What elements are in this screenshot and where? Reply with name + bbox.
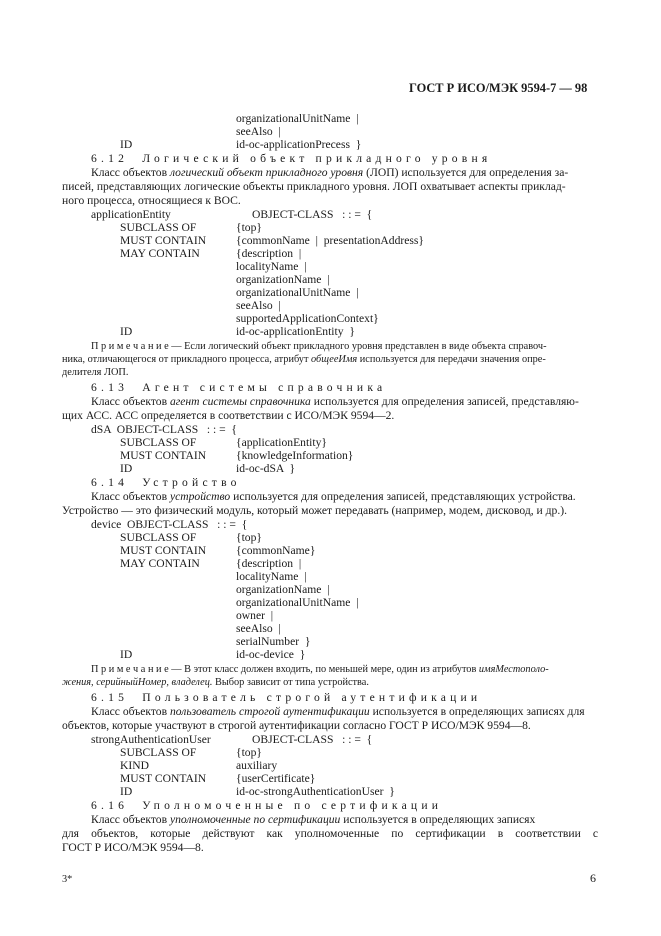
- code-def: device OBJECT-CLASS : : = {: [91, 518, 248, 531]
- code-line: serialNumber }: [236, 635, 311, 648]
- code-line: seeAlso |: [236, 299, 281, 312]
- note-line: жения, серийныйНомер, владелец. Выбор зависит от типа устройства.: [62, 677, 369, 688]
- code-line: {userCertificate}: [236, 772, 316, 785]
- code-line: {top}: [236, 221, 262, 234]
- footer-mark: 3*: [62, 874, 73, 885]
- code-line: id-oc-applicationEntity }: [236, 325, 355, 338]
- code-label: ID: [120, 785, 133, 798]
- code-line: {knowledgeInformation}: [236, 449, 354, 462]
- paragraph-line: для объектов, которые действуют как уполномоченные по сертификации в соответствии с: [62, 827, 598, 840]
- italic-term: логический объект прикладного уровня: [169, 166, 364, 179]
- code-line: id-oc-device }: [236, 648, 306, 661]
- paragraph-line: ГОСТ Р ИСО/МЭК 9594—8.: [62, 841, 204, 854]
- code-label: ID: [120, 462, 133, 475]
- code-label: ID: [120, 325, 133, 338]
- code-line: {description |: [236, 557, 302, 570]
- code-line: seeAlso |: [236, 125, 281, 138]
- code-label: ID: [120, 138, 133, 151]
- code-line: organizationName |: [236, 583, 330, 596]
- paragraph-line: щих АСС. АСС определяется в соответствии с ИСО/МЭК 9594—2.: [62, 409, 395, 422]
- paragraph-line: писей, представляющих логические объекты прикладного уровня. ЛОП охватывает аспекты приклад-: [62, 180, 566, 193]
- code-def-class: OBJECT-CLASS : : = {: [252, 733, 373, 746]
- code-label: ID: [120, 648, 133, 661]
- paragraph-line: Класс объектов пользователь строгой аутентификации используется в определяющих записях для: [91, 705, 585, 718]
- paragraph-line: Класс объектов агент системы справочника используется для определения записей, представляю-: [91, 395, 579, 408]
- code-label: KIND: [120, 759, 149, 772]
- note-line: ника, отличающегося от прикладного процесса, атрибут общееИмя используется для передачи значения опре-: [62, 354, 546, 365]
- code-def-name: strongAuthenticationUser: [91, 733, 211, 746]
- code-label: SUBCLASS OF: [120, 746, 197, 759]
- code-def-name: applicationEntity: [91, 208, 171, 221]
- section-heading-6-15: 6.15 Пользователь строгой аутентификации: [91, 691, 482, 704]
- paragraph-line: Класс объектов логический объект прикладного уровня (ЛОП) используется для определения за-: [91, 166, 569, 179]
- code-line: auxiliary: [236, 759, 278, 772]
- code-label: MUST CONTAIN: [120, 544, 207, 557]
- section-heading-6-12: 6.12 Логический объект прикладного уровня: [91, 152, 492, 165]
- code-line: id-oc-dSA }: [236, 462, 296, 475]
- code-line: id-oc-strongAuthenticationUser }: [236, 785, 395, 798]
- section-heading-6-16: 6.16 Уполномоченные по сертификации: [91, 799, 443, 812]
- code-line: supportedApplicationContext}: [236, 312, 379, 325]
- code-line: id-oc-applicationPrecess }: [236, 138, 362, 151]
- code-label: MUST CONTAIN: [120, 234, 207, 247]
- paragraph-line: Класс объектов уполномоченные по сертификации используется в определяющих записях: [91, 813, 536, 826]
- paragraph-line: Устройство — это физический модуль, который может передавать (например, модем, дисковод, и др.).: [62, 504, 567, 517]
- code-label: SUBCLASS OF: [120, 221, 197, 234]
- code-line: {description |: [236, 247, 302, 260]
- code-label: MUST CONTAIN: [120, 449, 207, 462]
- italic-term: агент системы справочника: [169, 395, 311, 408]
- note-line: делителя ЛОП.: [62, 367, 129, 378]
- note-line: П р и м е ч а н и е — В этот класс должен входить, по меньшей мере, один из атрибутов имяМестополо-: [91, 664, 549, 675]
- paragraph-line: объектов, которые участвуют в строгой аутентификации согласно ГОСТ Р ИСО/МЭК 9594—8.: [62, 719, 531, 732]
- section-heading-6-13: 6.13 Агент системы справочника: [91, 381, 387, 394]
- section-heading-6-14: 6.14 Устройство: [91, 476, 241, 489]
- code-label: SUBCLASS OF: [120, 531, 197, 544]
- code-label: MAY CONTAIN: [120, 557, 200, 570]
- page-number: 6: [590, 871, 596, 885]
- code-line: organizationName |: [236, 273, 330, 286]
- page-header-title: ГОСТ Р ИСО/МЭК 9594-7 — 98: [409, 81, 588, 95]
- code-line: localityName |: [236, 260, 307, 273]
- code-label: SUBCLASS OF: [120, 436, 197, 449]
- italic-term: имяМестополо-: [478, 664, 549, 675]
- code-def: dSA OBJECT-CLASS : : = {: [91, 423, 238, 436]
- code-line: {top}: [236, 531, 262, 544]
- code-line: {commonName | presentationAddress}: [236, 234, 424, 247]
- paragraph-line: ного процесса, относящиеся к ВОС.: [62, 194, 241, 207]
- code-line: {top}: [236, 746, 262, 759]
- italic-term: уполномоченные по сертификации: [169, 813, 341, 826]
- code-label: MAY CONTAIN: [120, 247, 200, 260]
- code-line: localityName |: [236, 570, 307, 583]
- note-line: П р и м е ч а н и е — Если логический объект прикладного уровня представлен в виде объекта справоч-: [91, 341, 547, 352]
- paragraph-line: Класс объектов устройство используется для определения записей, представляющих устройства.: [91, 490, 576, 503]
- italic-term: общееИмя: [311, 354, 358, 365]
- code-line: {commonName}: [236, 544, 316, 557]
- code-line: seeAlso |: [236, 622, 281, 635]
- code-def-class: OBJECT-CLASS : : = {: [252, 208, 373, 221]
- code-line: organizationalUnitName |: [236, 112, 359, 125]
- code-label: MUST CONTAIN: [120, 772, 207, 785]
- italic-term: жения, серийныйНомер, владелец.: [62, 677, 213, 688]
- code-line: owner |: [236, 609, 274, 622]
- code-line: {applicationEntity}: [236, 436, 327, 449]
- code-line: organizationalUnitName |: [236, 596, 359, 609]
- code-line: organizationalUnitName |: [236, 286, 359, 299]
- italic-term: устройство: [169, 490, 231, 503]
- italic-term: пользователь строгой аутентификации: [169, 705, 370, 718]
